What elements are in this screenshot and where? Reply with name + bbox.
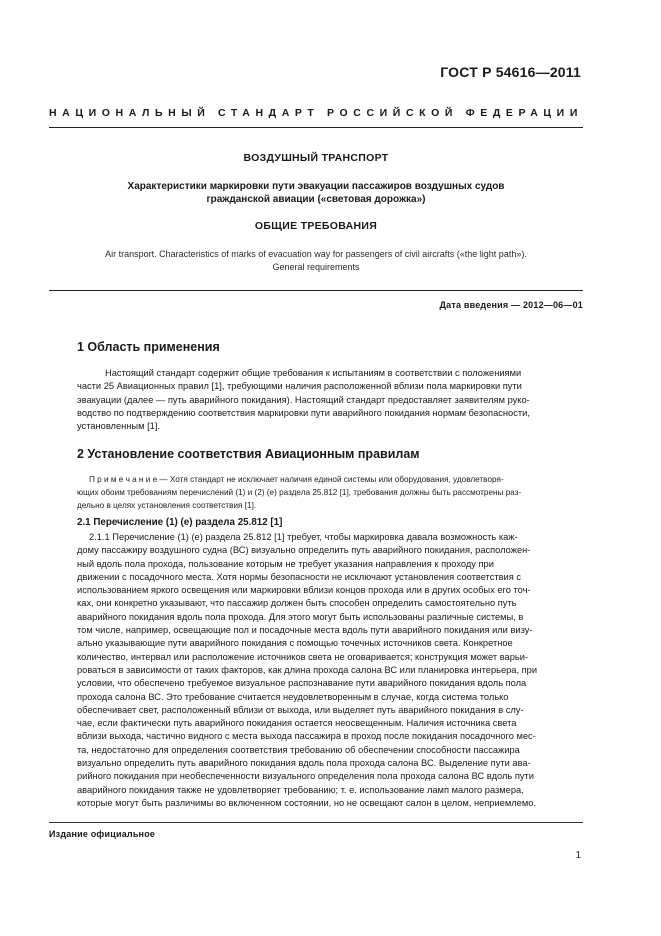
paragraph-line: та, недостаточно для определения соответствия требованию об обеспечении способности пассажира bbox=[77, 744, 520, 755]
note-line: дельно в целях установления соответствия [1]. bbox=[77, 500, 257, 510]
english-title-line: General requirements bbox=[272, 262, 360, 272]
paragraph-line: использованием яркого освещения или маркировки вблизи концов прохода или в других особых его точ- bbox=[77, 585, 531, 596]
middle-divider bbox=[49, 290, 583, 291]
paragraph-line: вблизи выхода, частично видного с места выхода пассажира в проход после покидания посадочного мес- bbox=[77, 731, 536, 742]
english-title-line: Air transport. Characteristics of marks of evacuation way for passengers of civil aircrafts («the light path»). bbox=[105, 249, 527, 259]
section-2-note bbox=[77, 474, 583, 512]
english-title bbox=[49, 248, 583, 274]
top-divider bbox=[49, 127, 583, 128]
paragraph-line: ально указывающие пути аварийного покидания с помощью точечных источников света. Конкретное bbox=[77, 638, 513, 649]
banner-word: НАЦИОНАЛЬНЫЙ bbox=[49, 107, 211, 119]
note-line: ющих обоим требованиям перечислений (1) и (2) (е) раздела 25.812 [1], требования должны быть рассмотрены раз- bbox=[77, 487, 522, 497]
paragraph-line: рийного покидания при необеспеченности визуального определения пола прохода салона ВС вдоль пути bbox=[77, 771, 534, 782]
document-general-title: ОБЩИЕ ТРЕБОВАНИЯ bbox=[254, 220, 378, 232]
paragraph-line: ках, они конкретно указывают, что пассажир должен быть способен определить самостоятельно путь bbox=[77, 598, 517, 609]
paragraph-line: аварийного покидания также не удовлетворяет требованию; т. е. использование ламп малого размера, bbox=[77, 784, 524, 795]
introduction-date: Дата введения — 2012—06—01 bbox=[439, 300, 583, 310]
banner-word: СТАНДАРТ bbox=[218, 107, 320, 119]
paragraph-line: роваться в зависимости от таких факторов, как длина прохода салона ВС или планировка интерьера, при bbox=[77, 664, 538, 675]
paragraph-line: которые могут быть различимы во включенном состоянии, но не освещают салон в целом, неприемлемо. bbox=[77, 797, 536, 808]
subsection-2-1-heading: 2.1 Перечисление (1) (е) раздела 25.812 [1] bbox=[77, 517, 283, 528]
paragraph-line: условии, что обеспечено требуемое визуальное распознавание пути аварийного покидания вдоль пола bbox=[77, 678, 527, 689]
paragraph-line: визуально определить путь аварийного покидания вдоль пола прохода салона ВС. Выделение пути ава- bbox=[77, 758, 531, 769]
paragraph-line: количество, интервал или расположение источников света не оговаривается; конструкция может варьи- bbox=[77, 651, 529, 662]
section-1-heading: 1 Область применения bbox=[77, 340, 220, 354]
paragraph-line: 2.1.1 Перечисление (1) (е) раздела 25.812 [1] требует, чтобы маркировка давала возможность каж- bbox=[89, 532, 518, 542]
paragraph-line: том числе, например, освещающие пол и посадочные места вдоль пути аварийного покидания или визу- bbox=[77, 625, 533, 636]
paragraph-line: эвакуации (далее — путь аварийного покидания). Настоящий стандарт предоставляет заявителям руко- bbox=[77, 394, 530, 405]
subtitle-line: Характеристики маркировки пути эвакуации пассажиров воздушных судов bbox=[127, 181, 505, 192]
page-number: 1 bbox=[575, 850, 581, 861]
paragraph-line: прохода салона ВС. Это требование считается неудовлетворенным в случае, когда система только bbox=[77, 691, 509, 702]
banner-word: ФЕДЕРАЦИИ bbox=[465, 107, 583, 119]
subsection-2-1-1-paragraph bbox=[77, 531, 583, 810]
footer-divider bbox=[49, 822, 583, 823]
paragraph-line: обеспечивает свет, расположенный вблизи от выхода, или выделяет путь аварийного покидания в слу- bbox=[77, 704, 524, 715]
document-subtitle bbox=[49, 180, 583, 206]
paragraph-line: ный вдоль пола прохода, пользование которым не требует указания направления к проходу при bbox=[77, 558, 494, 569]
paragraph-line: установленным [1]. bbox=[77, 421, 160, 432]
paragraph-line: части 25 Авиационных правил [1], требующими наличия расположенной вблизи пола маркировки пути bbox=[77, 381, 522, 392]
paragraph-line: дому пассажиру воздушного судна (ВС) визуально определить путь аварийного покидания, расположен- bbox=[77, 545, 531, 556]
document-title: ВОЗДУШНЫЙ ТРАНСПОРТ bbox=[243, 152, 389, 164]
paragraph-line: чае, если фактически путь аварийного покидания остается неосвещенным. Наличия источника света bbox=[77, 718, 517, 729]
gost-code: ГОСТ Р 54616—2011 bbox=[440, 64, 581, 80]
subtitle-line: гражданской авиации («световая дорожка») bbox=[206, 194, 426, 205]
note-line: П р и м е ч а н и е — Хотя стандарт не исключает наличия единой системы или оборудования, удовлетворя- bbox=[89, 475, 504, 484]
paragraph-line: аварийного покидания вдоль пола прохода. Для этого могут быть использованы различные системы, в bbox=[77, 611, 524, 622]
official-edition-label: Издание официальное bbox=[49, 829, 156, 839]
paragraph-line: водство по подтверждению соответствия маркировки пути аварийного покидания нормам безопасности, bbox=[77, 407, 530, 418]
section-2-heading: 2 Установление соответствия Авиационным правилам bbox=[77, 447, 420, 461]
section-1-paragraph bbox=[77, 367, 583, 433]
national-standard-banner bbox=[49, 107, 583, 119]
banner-word: РОССИЙСКОЙ bbox=[327, 107, 459, 119]
paragraph-line: Настоящий стандарт содержит общие требования к испытаниям в соответствии с положениями bbox=[105, 368, 522, 378]
paragraph-line: движении с посадочного места. Хотя нормы безопасности не исключают установления соответствия с bbox=[77, 571, 522, 582]
